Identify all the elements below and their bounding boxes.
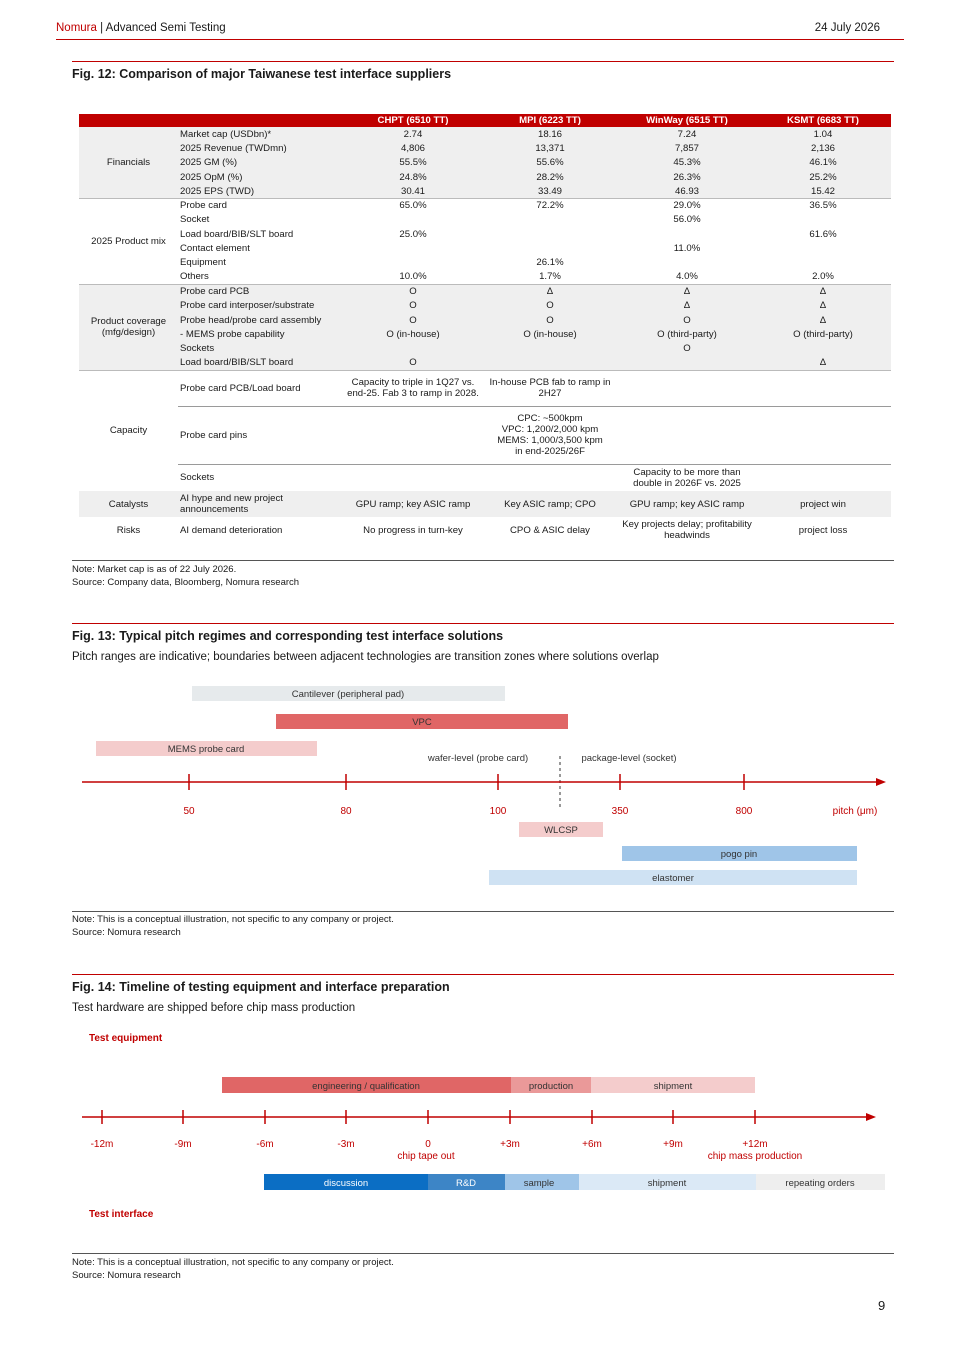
table-cell: 61.6% (809, 228, 837, 240)
pitch-tick-100 (490, 774, 507, 817)
table-row (79, 406, 891, 464)
table-cell (755, 256, 891, 270)
bar-wlcsp-label: WLCSP (544, 825, 578, 836)
row-group-label: Product coverage (mfg/design) (79, 284, 178, 370)
fig12-top-rule (72, 61, 894, 62)
table-header-blank (79, 114, 178, 127)
table-cell (481, 227, 619, 241)
table-cell (345, 241, 481, 255)
timeline-tick-label: +6m (582, 1139, 602, 1150)
table-cell (619, 370, 755, 406)
row-label: 2025 GM (%) (178, 156, 345, 170)
iface-bar-shipment-label: shipment (647, 1178, 687, 1189)
table-cell: O (in-house) (345, 327, 481, 341)
table-cell: 26.3% (619, 170, 755, 184)
table-cell: O (third-party) (619, 327, 755, 341)
table-header-blank (178, 114, 345, 127)
table-cell: 4,806 (345, 141, 481, 155)
pitch-tick-label: 80 (340, 806, 352, 817)
table-cell: GPU ramp; key ASIC ramp (619, 491, 755, 517)
table-cell: 7,857 (619, 141, 755, 155)
fig14-note (72, 1256, 394, 1282)
table-row (79, 327, 891, 341)
table-cell (481, 356, 619, 370)
row-label: Load board/BIB/SLT board (178, 356, 345, 370)
row-label: Load board/BIB/SLT board (180, 228, 294, 240)
table-cell: 30.41 (345, 184, 481, 198)
equip-bar-engineering-label: engineering / qualification (312, 1081, 420, 1092)
table-cell: 18.16 (481, 127, 619, 141)
report-title: Advanced Semi Testing (105, 22, 226, 34)
bar-cantilever-label: Cantilever (peripheral pad) (291, 689, 405, 700)
bar-pogo-pin-label: pogo pin (720, 849, 758, 860)
table-cell: 33.49 (481, 184, 619, 198)
table-cell: O (third-party) (755, 327, 891, 341)
page-header (56, 20, 904, 40)
fig13-top-rule (72, 623, 894, 624)
timeline-tick-label: -9m (174, 1139, 192, 1150)
table-cell: 45.3% (619, 156, 755, 170)
table-cell (755, 370, 891, 406)
header-separator: | (96, 22, 106, 34)
table-row (79, 370, 891, 406)
table-cell: GPU ramp; key ASIC ramp (345, 491, 481, 517)
table-cell (345, 464, 481, 491)
table-row (79, 170, 891, 184)
timeline-tick-label: -6m (256, 1139, 274, 1150)
table-row (79, 313, 891, 327)
table-row (79, 256, 891, 270)
fig13-source-text: Source: Nomura research (72, 927, 181, 938)
timeline-tick (174, 1110, 191, 1150)
table-cell: 46.1% (755, 156, 891, 170)
table-cell: Δ (755, 299, 891, 313)
bar-elastomer (489, 870, 857, 885)
table-cell (619, 256, 755, 270)
bar-pogo-pin (622, 846, 857, 861)
table-row (79, 284, 891, 298)
table-cell (345, 341, 481, 355)
fig12-source-text: Source: Company data, Bloomberg, Nomura research (72, 577, 300, 588)
table-cell: 55.5% (345, 156, 481, 170)
table-cell: Capacity to be more than double in 2026F vs. 2025 (619, 464, 755, 491)
table-cell: CPO & ASIC delay (510, 524, 590, 536)
row-label: Socket (180, 214, 210, 226)
timeline-tick (663, 1110, 683, 1150)
table-cell: O (619, 341, 755, 355)
fig13-title: Fig. 13: Typical pitch regimes and corresponding test interface solutions (72, 629, 504, 643)
table-row (79, 141, 891, 155)
table-row (79, 127, 891, 141)
fig13-bottom-rule (72, 911, 894, 912)
timeline-diagram (0, 1025, 960, 1225)
table-cell: O (345, 299, 481, 313)
package-level-label: package-level (socket) (581, 753, 677, 764)
fig12-note-text: Note: Market cap is as of 22 July 2026. (72, 564, 237, 575)
fig12-bottom-rule (72, 560, 894, 561)
table-cell: 13,371 (481, 141, 619, 155)
table-cell: O (481, 313, 619, 327)
table-cell: O (619, 313, 755, 327)
table-cell (619, 356, 755, 370)
table-cell: 26.1% (536, 257, 564, 269)
fig13-note-text: Note: This is a conceptual illustration, not specific to any company or project. (72, 914, 394, 925)
fig14-title: Fig. 14: Timeline of testing equipment and interface preparation (72, 980, 450, 994)
row-group-label: Risks (116, 524, 141, 536)
header-left (56, 22, 226, 34)
table-cell: Δ (481, 284, 619, 298)
row-label: 2025 Revenue (TWDmn) (178, 141, 345, 155)
iface-bar-repeating-label: repeating orders (785, 1178, 855, 1189)
table-cell: In-house PCB fab to ramp in 2H27 (481, 370, 619, 406)
pitch-axis-unit: pitch (μm) (832, 806, 878, 817)
table-row (79, 517, 891, 543)
pitch-tick-label: 350 (611, 806, 629, 817)
timeline-tick-label: +9m (663, 1139, 683, 1150)
timeline-tick-label: -12m (90, 1139, 114, 1150)
pitch-tick-800 (736, 774, 753, 817)
fig13-note (72, 913, 394, 939)
row-label: Sockets (178, 341, 345, 355)
bar-cantilever (192, 686, 505, 701)
iface-bar-shipment (579, 1174, 756, 1190)
table-row (79, 227, 891, 241)
row-label: Sockets (178, 464, 345, 491)
table-cell: O (345, 284, 481, 298)
row-label: Probe card interposer/substrate (178, 299, 345, 313)
table-cell: CPC: ~500kpm VPC: 1,200/2,000 kpm MEMS: 1,000/3,500 kpm in end-2025/26F (481, 406, 619, 464)
pitch-axis-arrow (876, 778, 886, 786)
row-label: 2025 EPS (TWD) (178, 184, 345, 198)
equip-bar-production (511, 1077, 591, 1093)
table-cell (481, 241, 619, 255)
fig12-note (72, 563, 299, 589)
table-cell: O (in-house) (481, 327, 619, 341)
brand-name: Nomura (56, 22, 97, 34)
table-cell: 24.8% (345, 170, 481, 184)
timeline-tick (337, 1110, 354, 1150)
table-row (79, 198, 891, 212)
table-cell: 15.42 (755, 184, 891, 198)
table-cell: 72.2% (481, 198, 619, 212)
table-row (79, 184, 891, 198)
table-cell: 7.24 (619, 127, 755, 141)
table-cell (755, 341, 891, 355)
bar-vpc (276, 714, 568, 729)
row-label: Market cap (USDbn)* (178, 127, 345, 141)
iface-bar-sample (505, 1174, 579, 1190)
table-cell: O (481, 299, 619, 313)
table-cell (481, 341, 619, 355)
table-cell: project win (755, 491, 891, 517)
row-label: Probe head/probe card assembly (178, 313, 345, 327)
equip-bar-shipment (591, 1077, 755, 1093)
bar-vpc-label: VPC (412, 717, 432, 728)
timeline-axis-arrow (866, 1113, 876, 1121)
timeline-tick-label: +3m (500, 1139, 520, 1150)
table-row (79, 270, 891, 284)
row-label: Probe card PCB (178, 284, 345, 298)
row-label: AI hype and new project announcements (178, 491, 345, 517)
row-label: Others (180, 271, 209, 283)
table-cell: Capacity to triple in 1Q27 vs. end-25. Fab 3 to ramp in 2028. (345, 370, 481, 406)
table-cell: 65.0% (345, 198, 481, 212)
iface-bar-repeating (756, 1174, 885, 1190)
table-cell: 56.0% (673, 214, 701, 226)
iface-bar-discussion (264, 1174, 428, 1190)
table-cell (345, 256, 481, 270)
table-cell: Δ (755, 356, 891, 370)
row-label: Probe card (178, 198, 345, 212)
row-label: - MEMS probe capability (178, 327, 345, 341)
pitch-tick-50 (183, 774, 195, 817)
table-cell: Key projects delay; profitability headwinds (622, 519, 752, 542)
table-row (79, 241, 891, 255)
row-label: Equipment (180, 257, 226, 269)
timeline-tick (708, 1110, 803, 1162)
timeline-tick-label: 0 (425, 1139, 431, 1150)
table-cell (481, 464, 619, 491)
table-row (79, 341, 891, 355)
table-cell: 25.0% (399, 228, 427, 240)
fig14-note-text: Note: This is a conceptual illustration, not specific to any company or project. (72, 1257, 394, 1268)
equip-bar-shipment-label: shipment (653, 1081, 693, 1092)
table-cell: No progress in turn-key (363, 524, 463, 536)
timeline-tick (256, 1110, 273, 1150)
equip-bar-engineering (222, 1077, 511, 1093)
table-cell: 10.0% (399, 271, 427, 283)
pitch-tick-350 (612, 774, 629, 817)
chip-mass-production-label: chip mass production (707, 1151, 803, 1162)
table-row (79, 299, 891, 313)
page-number: 9 (878, 1298, 886, 1313)
pitch-tick-label: 50 (183, 806, 195, 817)
table-cell: Δ (755, 313, 891, 327)
table-cell: 1.7% (539, 271, 561, 283)
bar-mems-label: MEMS probe card (167, 744, 245, 755)
table-cell (755, 241, 891, 255)
row-label: Probe card pins (178, 406, 345, 464)
fig14-bottom-rule (72, 1253, 894, 1254)
table-cell: 29.0% (619, 198, 755, 212)
row-group-label: Capacity (79, 370, 178, 491)
column-header-winway: WinWay (6515 TT) (619, 114, 755, 127)
table-cell: O (345, 313, 481, 327)
pitch-tick-80 (340, 774, 352, 817)
table-cell: 2,136 (755, 141, 891, 155)
table-cell: 2.74 (345, 127, 481, 141)
table-cell (481, 213, 619, 227)
table-cell: Δ (619, 284, 755, 298)
table-cell: Δ (619, 299, 755, 313)
pitch-tick-label: 100 (489, 806, 507, 817)
row-label: Contact element (180, 243, 250, 255)
bar-mems (96, 741, 317, 756)
test-interface-label: Test interface (89, 1209, 154, 1220)
table-cell: 2.0% (812, 271, 834, 283)
table-cell: 25.2% (755, 170, 891, 184)
fig13-subtitle: Pitch ranges are indicative; boundaries between adjacent technologies are transition zones where solutions overlap (72, 651, 659, 663)
bar-wlcsp (519, 822, 603, 837)
fig14-source-text: Source: Nomura research (72, 1270, 181, 1281)
column-header-chpt: CHPT (6510 TT) (345, 114, 481, 127)
timeline-tick (91, 1110, 114, 1150)
bar-elastomer-label: elastomer (652, 873, 694, 884)
table-cell: 1.04 (755, 127, 891, 141)
chip-tape-out-label: chip tape out (397, 1151, 455, 1162)
column-header-ksmt: KSMT (6683 TT) (755, 114, 891, 127)
timeline-tick-label: -3m (337, 1139, 355, 1150)
fig12-title: Fig. 12: Comparison of major Taiwanese test interface suppliers (72, 67, 452, 81)
table-cell: 28.2% (481, 170, 619, 184)
table-cell: project loss (798, 524, 848, 536)
table-cell (345, 406, 481, 464)
table-cell (755, 464, 891, 491)
row-label: AI demand deterioration (180, 524, 283, 536)
iface-bar-sample-label: sample (523, 1178, 555, 1189)
row-group-label: Catalysts (79, 491, 178, 517)
row-label: 2025 OpM (%) (178, 170, 345, 184)
table-cell (755, 213, 891, 227)
table-row (79, 491, 891, 517)
table-cell: 36.5% (755, 198, 891, 212)
table-cell: 11.0% (673, 243, 701, 255)
table-row (79, 464, 891, 491)
table-cell: 4.0% (676, 271, 698, 283)
table-row (79, 356, 891, 370)
table-cell (755, 406, 891, 464)
pitch-tick-label: 800 (735, 806, 753, 817)
row-group-label: Financials (79, 127, 178, 198)
equip-bar-production-label: production (528, 1081, 574, 1092)
table-cell (345, 213, 481, 227)
table-cell: 46.93 (619, 184, 755, 198)
table-row (79, 213, 891, 227)
table-cell: O (345, 356, 481, 370)
table-cell (619, 406, 755, 464)
column-header-mpi: MPI (6223 TT) (481, 114, 619, 127)
table-cell: Key ASIC ramp; CPO (481, 491, 619, 517)
wafer-level-label: wafer-level (probe card) (427, 753, 529, 764)
iface-bar-discussion-label: discussion (323, 1178, 369, 1189)
table-cell (619, 227, 755, 241)
table-cell: 55.6% (481, 156, 619, 170)
timeline-tick-label: +12m (742, 1139, 768, 1150)
timeline-tick (582, 1110, 602, 1150)
table-row (79, 156, 891, 170)
test-equipment-label: Test equipment (89, 1033, 163, 1044)
row-group-label: 2025 Product mix (79, 198, 178, 284)
report-date: 24 July 2026 (814, 22, 880, 34)
pitch-regimes-diagram (0, 672, 960, 897)
iface-bar-rnd (428, 1174, 505, 1190)
table-header-row (79, 114, 891, 127)
table-cell: Δ (755, 284, 891, 298)
timeline-tick (500, 1110, 520, 1150)
iface-bar-rnd-label: R&D (455, 1178, 477, 1189)
fig14-top-rule (72, 974, 894, 975)
timeline-tick (397, 1110, 454, 1162)
supplier-comparison-table (79, 114, 891, 543)
row-label: Probe card PCB/Load board (178, 370, 345, 406)
fig14-subtitle: Test hardware are shipped before chip mass production (72, 1002, 356, 1014)
